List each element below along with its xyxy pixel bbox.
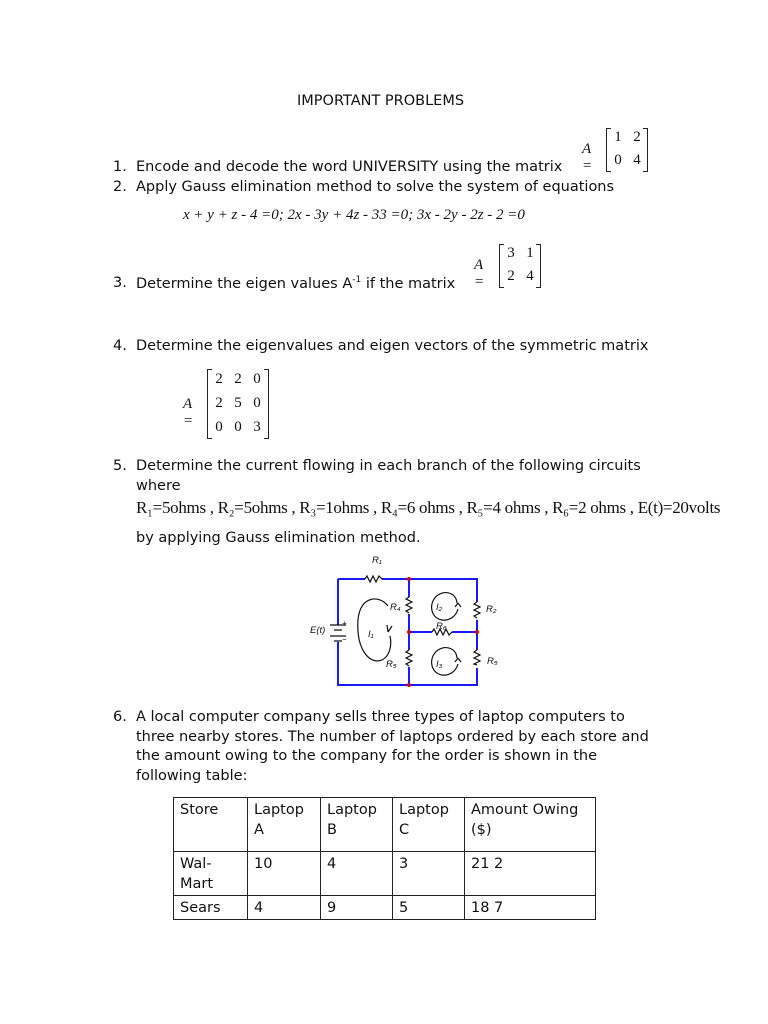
matrix-cell: 0 [253,371,261,387]
label-plus: + [342,619,347,628]
table-cell: 4 [321,852,393,896]
problem-4-number: 4. [113,338,127,354]
matrix-cell: 0 [215,419,223,435]
label-r2: R₂ [486,604,497,615]
problem-5-line-2: where [136,478,181,494]
matrix-cell: 2 [215,371,223,387]
table-header-cell: Laptop C [393,798,465,852]
matrix-label: A = [183,396,194,429]
problem-6-line-2: three nearby stores. The number of laptops ordered by each store and [136,729,649,745]
matrix-cell: 1 [526,245,534,261]
matrix-brackets [499,244,541,288]
problem-6-line-3: the amount owing to the company for the order is shown in the [136,748,598,764]
label-minus: − [342,635,347,644]
matrix-cell: 2 [234,371,242,387]
matrix-cell: 0 [234,419,242,435]
problem-3-text-b: if the matrix [361,275,456,292]
problem-1-text: Encode and decode the word UNIVERSITY using the matrix [136,159,563,175]
label-e: E(t) [310,625,326,636]
table-header-cell: Store [174,798,248,852]
table-cell: 5 [393,896,465,920]
label-r4: R₄ [390,602,401,613]
table-cell: 9 [321,896,393,920]
problem-6-line-1: A local computer company sells three types of laptop computers to [136,709,625,725]
matrix-cell: 0 [253,395,261,411]
label-i2: I₂ [436,602,443,613]
problem-3-number: 3. [113,275,127,291]
problem-5-line-1: Determine the current flowing in each branch of the following circuits [136,458,641,474]
matrix-brackets [606,128,648,172]
table-cell: Sears [174,896,248,920]
problem-6-line-4: following table: [136,768,248,784]
matrix-cell: 3 [253,419,261,435]
problem-4-text: Determine the eigenvalues and eigen vectors of the symmetric matrix [136,338,649,354]
page-title: IMPORTANT PROBLEMS [297,93,465,109]
circuit-diagram [300,550,510,692]
problem-6-number: 6. [113,709,127,725]
table-header-row [174,798,596,852]
table-cell: 18 7 [465,896,596,920]
matrix-brackets [207,369,269,439]
resistor-r4 [406,597,412,613]
table-header-cell: Laptop A [248,798,321,852]
matrix-cell: 2 [633,129,641,145]
label-r3: R₆ [436,621,447,632]
label-i1: I₁ [368,629,374,640]
matrix-cell: 4 [633,152,641,168]
problem-1-number: 1. [113,159,127,175]
problem-3-text-a: Determine the eigen values A [136,275,353,292]
table-cell: 21 2 [465,852,596,896]
problem-2-number: 2. [113,179,127,195]
table-row [174,852,596,896]
resistor-r5 [474,650,480,665]
problem-5-line-3: by applying Gauss elimination method. [136,530,421,546]
resistor-r1 [365,576,382,582]
table-cell: 10 [248,852,321,896]
table-header-cell: Amount Owing ($) [465,798,596,852]
loop-current-i1 [358,599,391,661]
laptop-orders-table [173,797,596,920]
table-header-cell: Laptop B [321,798,393,852]
problem-3-text [136,275,455,292]
equation-system: x + y + z - 4 =0; 2x - 3y + 4z - 33 =0; 3x - 2y - 2z - 2 =0 [183,207,525,223]
table-row [174,896,596,920]
resistance-values: R₁=5ohms , R₂=5ohms , R₃=1ohms , R₄=6 ohms , R₅=4 ohms , R₆=2 ohms , E(t)=20volts [136,498,721,517]
resistor-r6 [406,650,412,666]
problem-5-number: 5. [113,458,127,474]
matrix-cell: 1 [614,129,622,145]
table-cell: 4 [248,896,321,920]
problem-3-superscript: -1 [352,275,362,285]
matrix-cell: 2 [507,268,515,284]
table-cell: Wal- Mart [174,852,248,896]
label-r1: R₁ [372,555,382,566]
matrix-label: A = [474,257,485,290]
label-i3: I₃ [436,659,443,670]
matrix-cell: 2 [215,395,223,411]
matrix-cell: 5 [234,395,242,411]
label-r5-right: R₅ [487,656,498,667]
table-cell: 3 [393,852,465,896]
resistors [330,576,480,675]
label-r5-left: R₅ [386,659,397,670]
matrix-cell: 4 [526,268,534,284]
resistor-r2 [474,602,480,618]
matrix-cell: 0 [614,152,622,168]
matrix-cell: 3 [507,245,515,261]
matrix-label: A = [582,141,593,174]
problem-2-text: Apply Gauss elimination method to solve the system of equations [136,179,615,195]
